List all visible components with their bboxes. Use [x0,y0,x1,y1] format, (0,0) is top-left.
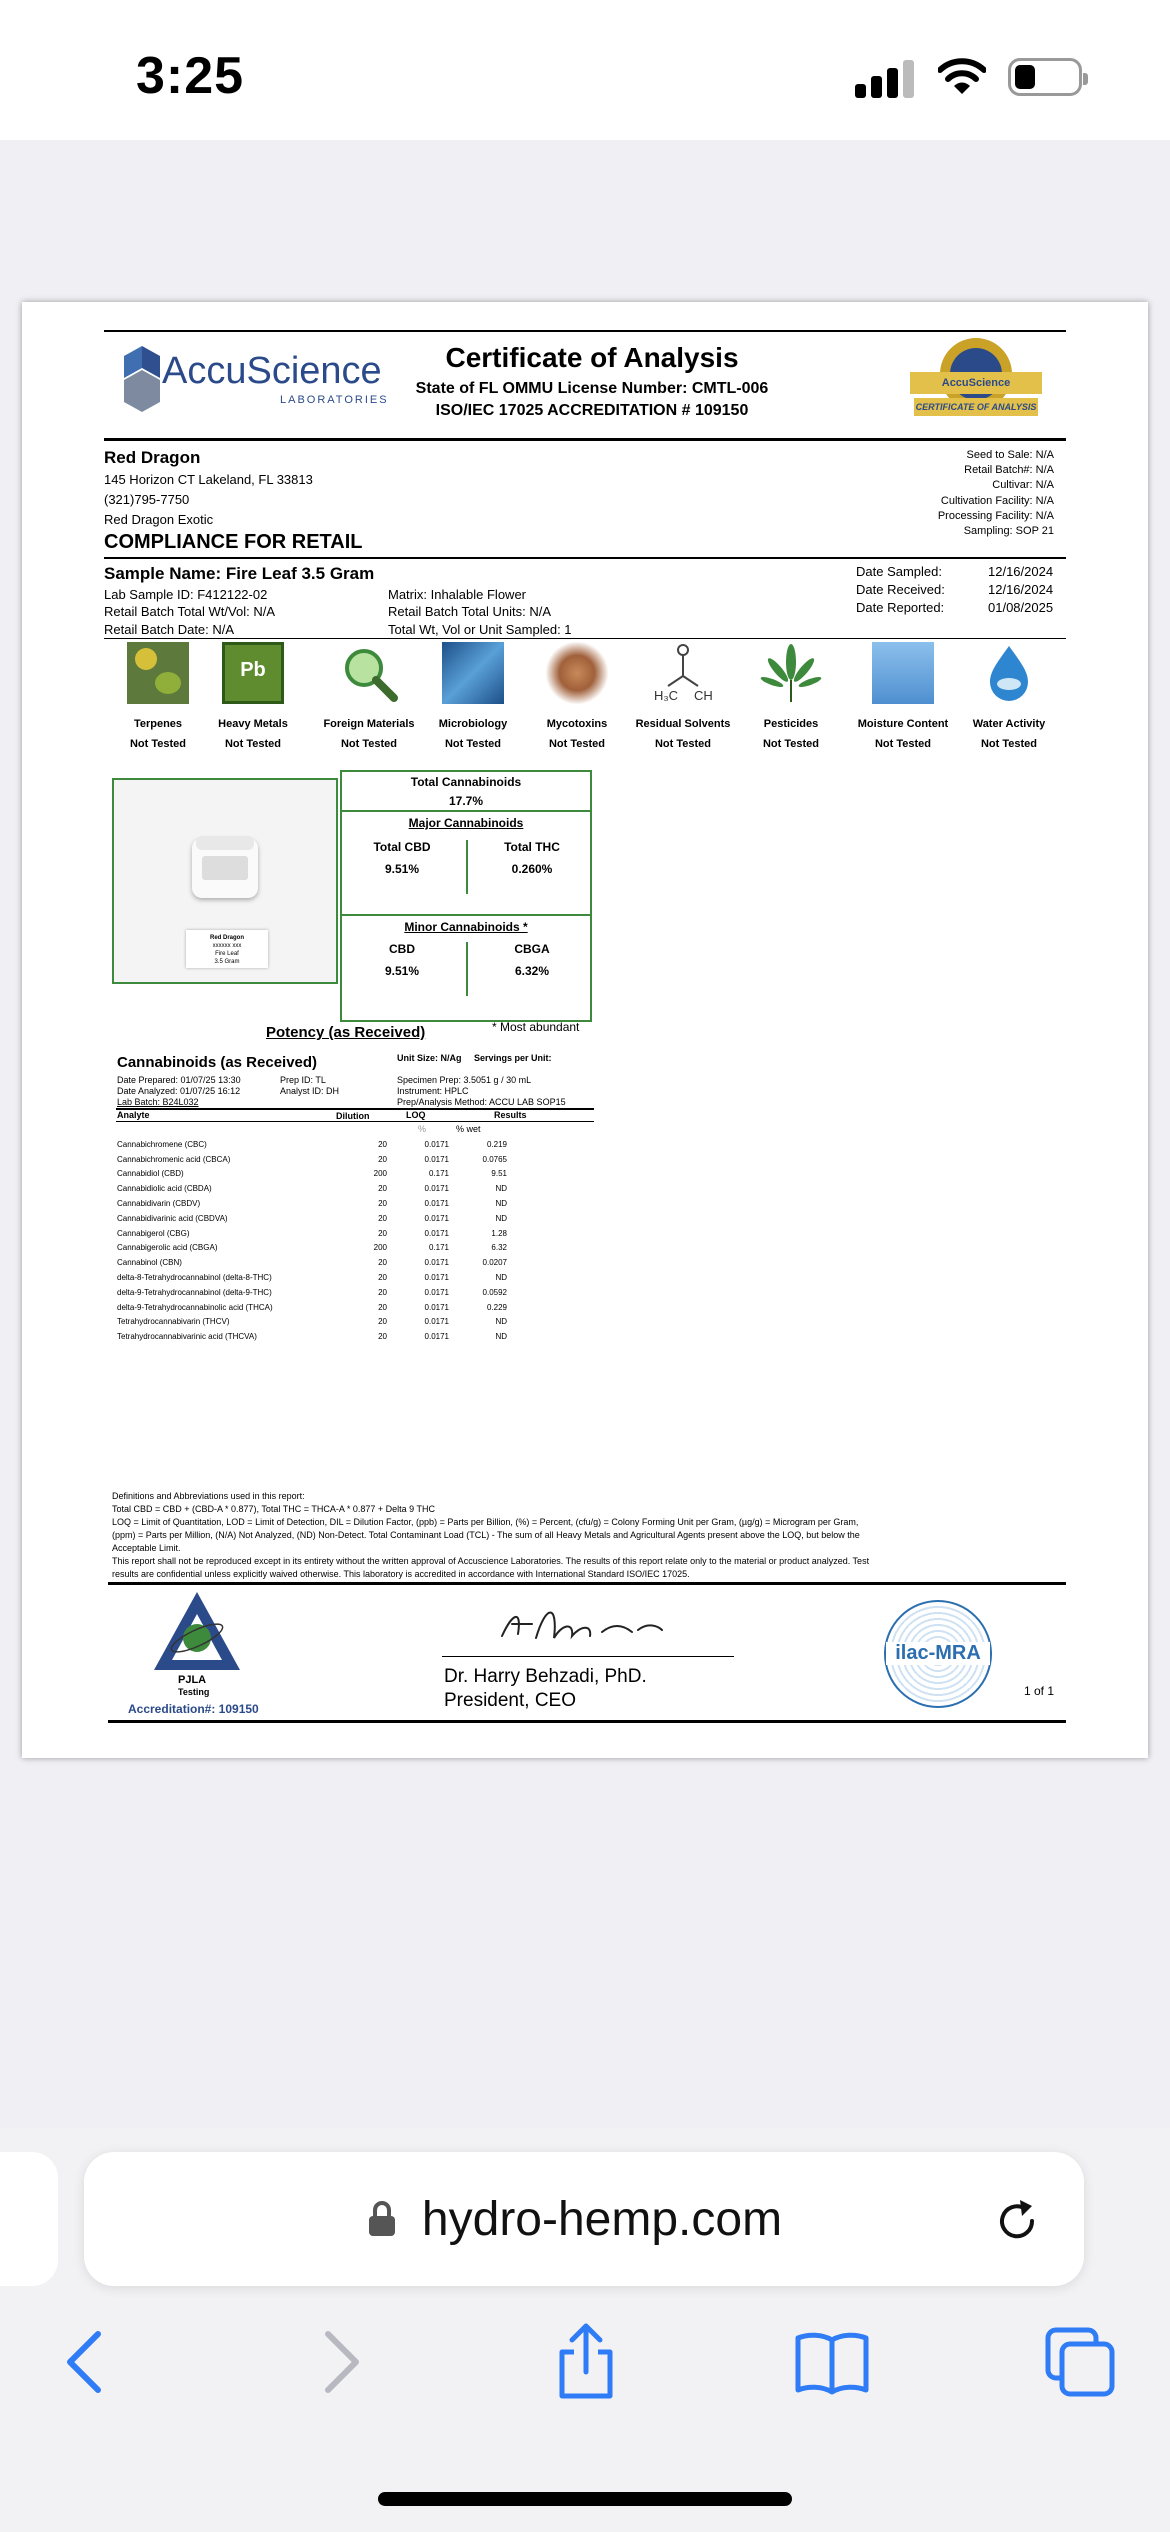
date-sampled-label: Date Sampled: [856,564,942,579]
lab-sample-id: Lab Sample ID: F412122-02 [104,587,268,602]
analyte-cell: Cannabigerol (CBG) [117,1228,190,1238]
accreditation-badge-number: Accreditation#: 109150 [128,1702,259,1716]
loq-cell: 0.0171 [424,1317,449,1327]
loq-unit: % [418,1124,427,1134]
moisture-icon [872,642,934,704]
dilution-cell: 20 [378,1258,387,1268]
table-row [117,1181,507,1196]
sample-name: Sample Name: Fire Leaf 3.5 Gram [104,564,375,583]
table-row [117,1315,507,1330]
analyte-cell: delta-9-Tetrahydrocannabinol (delta-9-THC) [117,1287,272,1297]
result-cell: ND [495,1317,507,1327]
microbiology-icon [442,642,504,704]
right-meta: Seed to Sale: N/A Retail Batch#: N/A Cultivar: N/A Cultivation Facility: N/A Processing Facility: N/A Sampling: SOP 21 [937,449,1054,538]
result-cell: ND [495,1273,507,1283]
signature-image [462,1594,702,1652]
test-status: Not Tested [444,738,502,750]
loq-cell: 0.0171 [424,1184,449,1194]
table-row [117,1152,507,1167]
date-sampled-value: 12/16/2024 [988,564,1054,579]
retail-batch-wt: Retail Batch Total Wt/Vol: N/A [104,604,275,619]
date-reported-label: Date Reported: [856,600,945,615]
dilution-cell: 20 [378,1273,387,1283]
certificate-document [22,302,1148,1758]
bookmarks-button-icon[interactable] [792,2322,872,2402]
col-analyte: Analyte [117,1110,150,1120]
dilution-cell: 20 [378,1302,387,1312]
loq-cell: 0.0171 [424,1154,449,1164]
table-row [117,1167,507,1182]
heavy-metals-icon: Pb [222,642,284,704]
date-received-value: 12/16/2024 [988,582,1054,597]
cannabis-leaf-icon [760,642,822,704]
analyte-cell: delta-8-Tetrahydrocannabinol (delta-8-THC) [117,1273,272,1283]
loq-cell: 0.0171 [424,1139,449,1149]
result-cell: 9.51 [491,1169,507,1179]
test-status: Not Tested [340,738,398,750]
dilution-cell: 200 [373,1243,387,1253]
test-status: Not Tested [654,738,712,750]
reload-icon[interactable] [992,2196,1042,2246]
test-label-moisture-content: Moisture Content [857,718,949,730]
test-label-foreign-materials: Foreign Materials [323,718,415,730]
analyte-cell: Cannabinol (CBN) [117,1258,182,1268]
address-bar[interactable] [84,2152,1084,2286]
date-prepared: Date Prepared: 01/07/25 13:30 [117,1075,241,1085]
pjla-sub: Testing [178,1687,210,1697]
date-received-label: Date Received: [856,582,945,597]
test-label-pesticides: Pesticides [763,718,819,730]
result-cell: ND [495,1184,507,1194]
previous-tab-preview[interactable] [0,2152,58,2286]
major-cannabinoids-box: Major Cannabinoids Total CBD 9.51% Total THC 0.260% [340,810,592,916]
date-analyzed: Date Analyzed: 01/07/25 16:12 [117,1086,241,1096]
table-row [117,1270,507,1285]
date-reported-value: 01/08/2025 [988,600,1054,615]
result-cell: 0.0207 [482,1258,507,1268]
retail-units: Retail Batch Total Units: N/A [388,604,552,619]
table-row [117,1241,507,1256]
col-loq: LOQ [406,1110,426,1120]
analyte-cell: Cannabidivarin (CBDV) [117,1199,201,1209]
compliance-heading: COMPLIANCE FOR RETAIL [104,531,363,553]
loq-cell: 0.0171 [424,1258,449,1268]
lab-batch: Lab Batch: B24L032 [117,1097,199,1107]
test-label-mycotoxins: Mycotoxins [546,718,608,730]
analyte-cell: Cannabigerolic acid (CBGA) [117,1243,218,1253]
license-number: State of FL OMMU License Number: CMTL-006 [415,380,769,397]
analyte-cell: Cannabidiolic acid (CBDA) [117,1184,212,1194]
test-status: Not Tested [224,738,282,750]
pjla-name: PJLA [178,1674,207,1686]
col-results: Results [494,1110,527,1120]
loq-cell: 0.0171 [424,1287,449,1297]
total-cannabinoids-box: Total Cannabinoids 17.7% [340,770,592,812]
test-status: Not Tested [548,738,606,750]
analyte-cell: Tetrahydrocannabivarinic acid (THCVA) [117,1332,257,1342]
cannabinoids-table [117,1137,507,1344]
dilution-cell: 200 [373,1169,387,1179]
loq-cell: 0.0171 [424,1332,449,1342]
result-cell: ND [495,1213,507,1223]
loq-cell: 0.0171 [424,1228,449,1238]
servings-per-unit: Servings per Unit: [474,1053,552,1063]
result-cell: ND [495,1332,507,1342]
ilac-mra-logo-icon: ilac-MRA [884,1600,992,1708]
certificate-seal-icon: AccuScience CERTIFICATE OF ANALYSIS [910,338,1042,430]
lab-sub: LABORATORIES [280,394,389,406]
prep-id: Prep ID: TL [280,1075,326,1085]
loq-cell: 0.0171 [424,1199,449,1209]
analyte-cell: Cannabidiol (CBD) [117,1169,184,1179]
dilution-cell: 20 [378,1317,387,1327]
table-row [117,1196,507,1211]
test-label-terpenes: Terpenes [133,718,183,730]
analyte-cell: Cannabidivarinic acid (CBDVA) [117,1213,228,1223]
test-label-water-activity: Water Activity [972,718,1046,730]
accreditation-number: ISO/IEC 17025 ACCREDITATION # 109150 [435,402,749,419]
analyte-cell: Cannabichromenic acid (CBCA) [117,1154,231,1164]
terpenes-icon [127,642,189,704]
total-wt: Total Wt, Vol or Unit Sampled: 1 [388,622,572,637]
client-address: 145 Horizon CT Lakeland, FL 33813 [104,472,313,487]
status-time: 3:25 [136,47,245,105]
dilution-cell: 20 [378,1154,387,1164]
client-name: Red Dragon [104,448,201,467]
test-status: Not Tested [980,738,1038,750]
minor-cannabinoids-box: Minor Cannabinoids * CBD 9.51% CBGA 6.32% [340,914,592,1022]
status-bar [0,0,1170,140]
back-button-icon[interactable] [46,2322,126,2402]
client-phone: (321)795-7750 [104,492,190,507]
result-cell: 0.229 [486,1302,507,1312]
home-indicator [378,2492,792,2506]
matrix: Matrix: Inhalable Flower [388,587,526,602]
battery-icon [1008,58,1082,96]
cellular-signal-icon [855,58,915,98]
cannabinoids-title: Cannabinoids (as Received) [117,1054,318,1071]
table-row [117,1137,507,1152]
loq-cell: 0.171 [428,1243,449,1253]
specimen-prep: Specimen Prep: 3.5051 g / 30 mL [397,1075,532,1085]
jar-label: Red Dragon xxxxxx xxx Fire Leaf 3.5 Gram [186,930,268,968]
unit-size: Unit Size: N/Ag [397,1053,462,1063]
col-dilution: Dilution [336,1111,370,1121]
test-label-residual-solvents: Residual Solvents [635,718,731,730]
pjla-logo-icon [152,1590,242,1674]
result-cell: 0.219 [486,1139,507,1149]
url-text: hydro-hemp.com [421,2193,783,2246]
tabs-button-icon[interactable] [1040,2322,1120,2402]
signer-title: President, CEO [444,1690,576,1711]
results-unit: % wet [456,1124,481,1134]
dilution-cell: 20 [378,1213,387,1223]
analyte-cell: Tetrahydrocannabivarin (THCV) [117,1317,230,1327]
test-status: Not Tested [874,738,932,750]
lab-name: AccuScience [162,350,382,392]
loq-cell: 0.0171 [424,1302,449,1312]
most-abundant-note: * Most abundant [492,1020,580,1034]
svg-text:CH: CH [694,688,713,703]
dilution-cell: 20 [378,1184,387,1194]
svg-text:H₃C: H₃C [654,688,679,703]
forward-button-icon[interactable] [300,2322,380,2402]
instrument: Instrument: HPLC [397,1086,469,1096]
client-company: Red Dragon Exotic [104,512,214,527]
result-cell: 0.0765 [482,1154,507,1164]
definitions: Definitions and Abbreviations used in this report: Total CBD = CBD + (CBD-A * 0.877), Total THC = THCA-A * 0.877 + Delta 9 THC LOQ = Limit of Quantitation, LOD = Limit of Detection, DIL = Dilution Factor, (ppb) = Parts per Billion, (%) = Percent, (cfu/g) = Colony Forming Unit per Gram, (µg/g) = Microgram per Gram, (ppm) = Parts per Million, (N/A) Not Analyzed, (ND) Non-Detect. Total Contaminant Load (TCL) - The sum of all Heavy Metals and Agricultural Agents present above the LOQ, but below the Acceptable Limit. This report shall not be reproduced except in its entirety without the written approval of Accuscience Laboratories. The results of this report relate only to the material or product analyzed. Test results are confidential unless explicitly waived otherwise. This laboratory is accredited in accordance with International Standard ISO/IEC 17025. [112,1491,870,1579]
analyst-id: Analyst ID: DH [280,1086,340,1096]
table-row [117,1329,507,1344]
table-row [117,1211,507,1226]
mycotoxins-icon [546,642,608,704]
dilution-cell: 20 [378,1228,387,1238]
result-cell: 0.0592 [482,1287,507,1297]
product-photo [112,778,338,984]
result-cell: 1.28 [491,1228,507,1238]
test-status: Not Tested [129,738,187,750]
analyte-cell: Cannabichromene (CBC) [117,1139,207,1149]
coa-title: Certificate of Analysis [445,342,739,373]
share-button-icon[interactable] [546,2322,626,2402]
signer-name: Dr. Harry Behzadi, PhD. [444,1666,647,1687]
wifi-icon [938,56,986,96]
table-row [117,1255,507,1270]
dilution-cell: 20 [378,1139,387,1149]
magnifier-icon [338,642,400,704]
analysis-method: Prep/Analysis Method: ACCU LAB SOP15 [397,1097,566,1107]
result-cell: ND [495,1199,507,1209]
result-cell: 6.32 [491,1243,507,1253]
loq-cell: 0.0171 [424,1273,449,1283]
dilution-cell: 20 [378,1287,387,1297]
molecule-icon [652,642,714,704]
water-drop-icon [978,642,1040,704]
loq-cell: 0.0171 [424,1213,449,1223]
accuscience-logo-icon [122,344,162,414]
analyte-cell: delta-9-Tetrahydrocannabinolic acid (THCA) [117,1302,273,1312]
test-label-heavy-metals: Heavy Metals [218,718,288,730]
potency-title: Potency (as Received) [266,1024,426,1041]
table-row [117,1285,507,1300]
test-label-microbiology: Microbiology [438,718,508,730]
table-row [117,1300,507,1315]
test-status: Not Tested [762,738,820,750]
table-row [117,1226,507,1241]
dilution-cell: 20 [378,1199,387,1209]
dilution-cell: 20 [378,1332,387,1342]
retail-batch-date: Retail Batch Date: N/A [104,622,235,637]
loq-cell: 0.171 [428,1169,449,1179]
page-number: 1 of 1 [1024,1684,1055,1698]
